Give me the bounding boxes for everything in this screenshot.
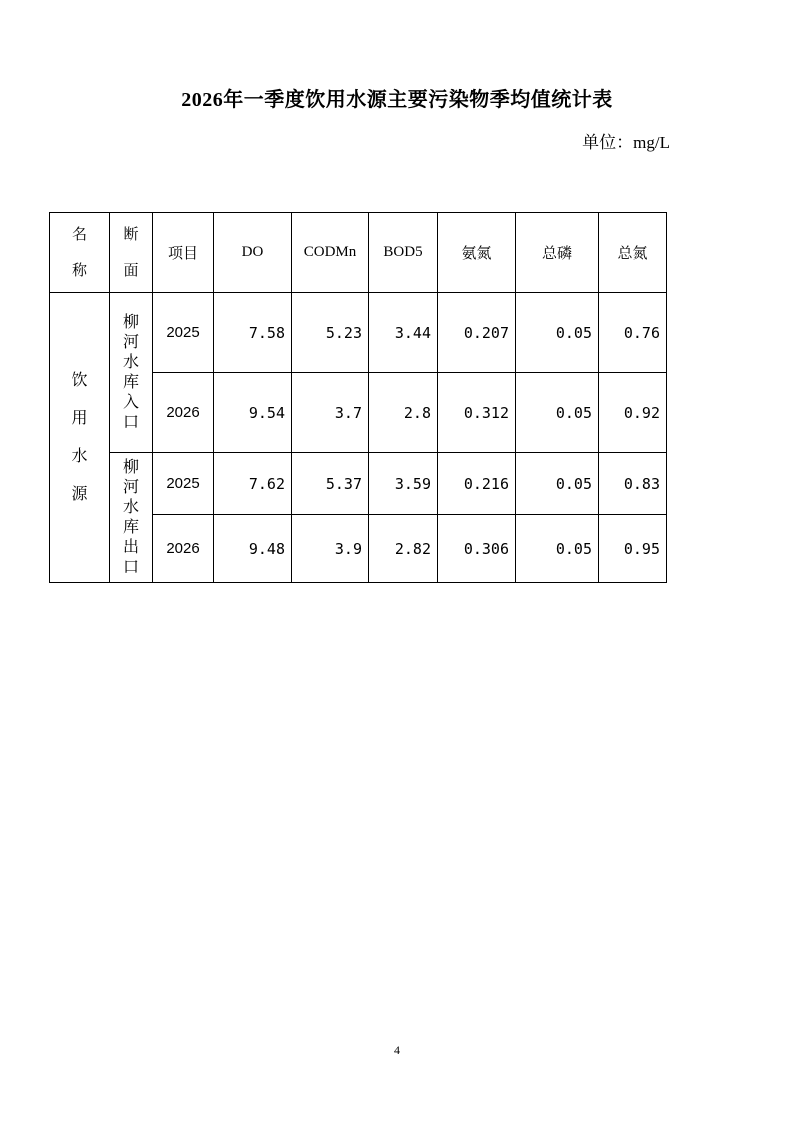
header-row bbox=[50, 213, 667, 293]
total-nitrogen-cell: 0.92 bbox=[599, 373, 667, 453]
total-nitrogen-cell: 0.95 bbox=[599, 515, 667, 583]
total-nitrogen-cell: 0.76 bbox=[599, 293, 667, 373]
source-name: 饮 用 水 源 bbox=[50, 293, 110, 583]
pollutant-table bbox=[49, 212, 667, 583]
year-cell: 2025 bbox=[153, 293, 214, 373]
section-name-inlet: 柳 河 水 库 入 口 bbox=[110, 293, 153, 453]
header-ammonia: 氨氮 bbox=[438, 213, 516, 293]
header-item: 项目 bbox=[153, 213, 214, 293]
total-phosphorus-cell: 0.05 bbox=[516, 293, 599, 373]
total-phosphorus-cell: 0.05 bbox=[516, 453, 599, 515]
codmn-cell: 3.7 bbox=[292, 373, 369, 453]
page-title: 2026年一季度饮用水源主要污染物季均值统计表 bbox=[181, 89, 613, 111]
year-cell: 2026 bbox=[153, 373, 214, 453]
total-nitrogen-cell: 0.83 bbox=[599, 453, 667, 515]
bod5-cell: 3.59 bbox=[369, 453, 438, 515]
codmn-cell: 5.23 bbox=[292, 293, 369, 373]
table-row bbox=[50, 293, 667, 373]
ammonia-cell: 0.306 bbox=[438, 515, 516, 583]
year-cell: 2026 bbox=[153, 515, 214, 583]
do-cell: 7.62 bbox=[214, 453, 292, 515]
header-section: 断 面 bbox=[110, 213, 153, 293]
do-cell: 9.48 bbox=[214, 515, 292, 583]
header-codmn: CODMn bbox=[292, 213, 369, 293]
ammonia-cell: 0.207 bbox=[438, 293, 516, 373]
do-cell: 7.58 bbox=[214, 293, 292, 373]
year-cell: 2025 bbox=[153, 453, 214, 515]
table-row bbox=[50, 453, 667, 515]
section-name-outlet: 柳 河 水 库 出 口 bbox=[110, 453, 153, 583]
do-cell: 9.54 bbox=[214, 373, 292, 453]
bod5-cell: 2.8 bbox=[369, 373, 438, 453]
header-name: 名 称 bbox=[50, 213, 110, 293]
ammonia-cell: 0.312 bbox=[438, 373, 516, 453]
ammonia-cell: 0.216 bbox=[438, 453, 516, 515]
bod5-cell: 2.82 bbox=[369, 515, 438, 583]
total-phosphorus-cell: 0.05 bbox=[516, 373, 599, 453]
codmn-cell: 3.9 bbox=[292, 515, 369, 583]
header-total-phosphorus: 总磷 bbox=[516, 213, 599, 293]
page-number: 4 bbox=[394, 1043, 400, 1057]
bod5-cell: 3.44 bbox=[369, 293, 438, 373]
header-bod5: BOD5 bbox=[369, 213, 438, 293]
header-total-nitrogen: 总氮 bbox=[599, 213, 667, 293]
unit-label: 单位：mg/L bbox=[582, 133, 670, 152]
codmn-cell: 5.37 bbox=[292, 453, 369, 515]
total-phosphorus-cell: 0.05 bbox=[516, 515, 599, 583]
header-do: DO bbox=[214, 213, 292, 293]
